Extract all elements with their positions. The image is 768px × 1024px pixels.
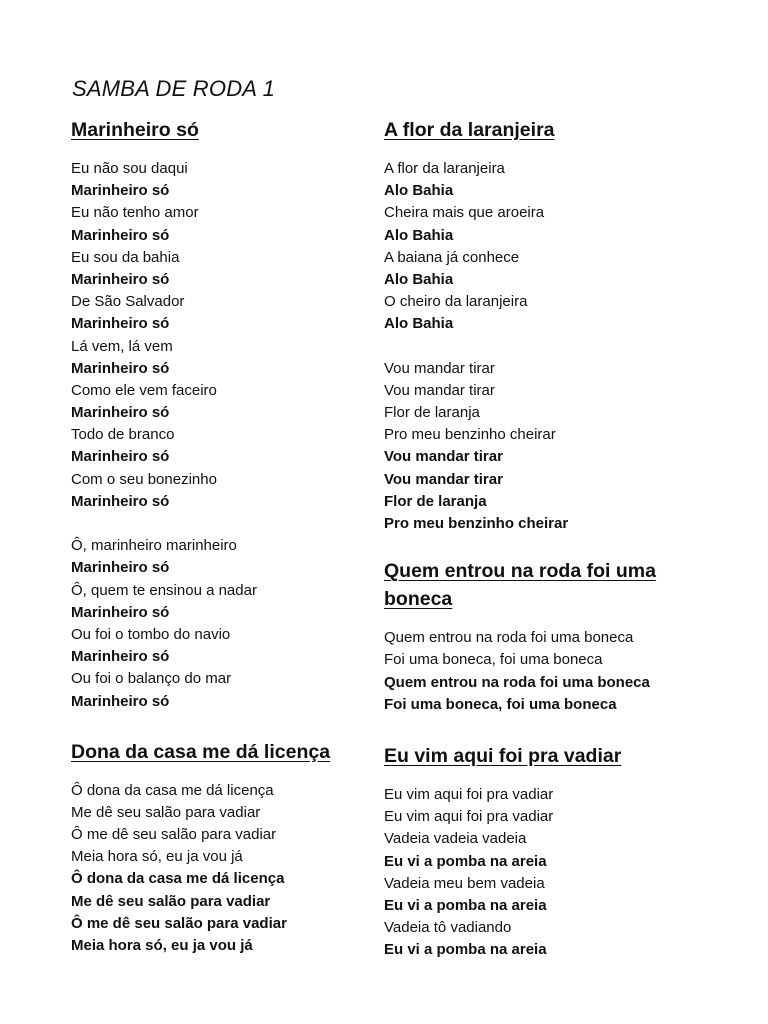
chorus-line: Flor de laranja <box>384 492 487 510</box>
chorus-line: Marinheiro só <box>71 603 170 621</box>
chorus-line: Marinheiro só <box>71 182 170 200</box>
chorus-line: Me dê seu salão para vadiar <box>71 892 271 910</box>
song-title: Eu vim aqui foi pra vadiar <box>384 744 622 767</box>
chorus-line: Alo Bahia <box>384 270 454 288</box>
lyric-line: Me dê seu salão para vadiar <box>71 803 261 821</box>
song-eu-vim-aqui-foi-pra-vadiar <box>384 742 714 962</box>
chorus-line: Marinheiro só <box>71 448 170 466</box>
lyric-line: Vou mandar tirar <box>384 381 495 399</box>
chorus-line: Ô me dê seu salão para vadiar <box>71 914 287 932</box>
lyrics-list <box>384 627 714 716</box>
lyric-line: Eu sou da bahia <box>71 248 180 266</box>
lyric-line: Lá vem, lá vem <box>71 337 173 355</box>
lyric-line: A baiana já conhece <box>384 248 520 266</box>
stanza-break <box>71 513 401 535</box>
song-quem-entrou-na-roda-foi-uma-boneca <box>384 557 714 716</box>
chorus-line: Foi uma boneca, foi uma boneca <box>384 695 617 713</box>
chorus-line: Ô dona da casa me dá licença <box>71 870 285 888</box>
lyric-line: Com o seu bonezinho <box>71 470 217 488</box>
lyric-line: Ô dona da casa me dá licença <box>71 781 274 799</box>
chorus-line: Marinheiro só <box>71 315 170 333</box>
lyric-line: Eu não tenho amor <box>71 204 199 222</box>
chorus-line: Marinheiro só <box>71 226 170 244</box>
lyric-line: Vadeia meu bem vadeia <box>384 874 545 892</box>
chorus-line: Marinheiro só <box>71 270 170 288</box>
lyric-line: Vadeia vadeia vadeia <box>384 830 527 848</box>
lyric-line: Foi uma boneca, foi uma boneca <box>384 651 603 669</box>
lyric-line: Vadeia tô vadiando <box>384 919 512 937</box>
lyrics-list <box>71 780 401 958</box>
chorus-line: Marinheiro só <box>71 404 170 422</box>
lyrics-list <box>384 784 714 962</box>
lyric-line: Cheira mais que aroeira <box>384 204 545 222</box>
lyric-line: Ô me dê seu salão para vadiar <box>71 826 277 844</box>
chorus-line: Eu vi a pomba na areia <box>384 896 547 914</box>
chorus-line: Alo Bahia <box>384 182 454 200</box>
chorus-line: Quem entrou na roda foi uma boneca <box>384 673 650 691</box>
chorus-line: Alo Bahia <box>384 315 454 333</box>
chorus-line: Eu vi a pomba na areia <box>384 941 547 959</box>
lyric-line: Como ele vem faceiro <box>71 381 217 399</box>
chorus-line: Marinheiro só <box>71 648 170 666</box>
chorus-line: Alo Bahia <box>384 226 454 244</box>
chorus-line: Marinheiro só <box>71 559 170 577</box>
chorus-line: Marinheiro só <box>71 492 170 510</box>
song-dona-da-casa-me-da-licenca <box>71 738 401 958</box>
lyric-line: Pro meu benzinho cheirar <box>384 426 556 444</box>
song-title: Marinheiro só <box>71 119 199 141</box>
lyric-line: Vou mandar tirar <box>384 359 495 377</box>
chorus-line: Marinheiro só <box>71 692 170 710</box>
lyric-line: De São Salvador <box>71 293 185 311</box>
lyric-line: Ô, quem te ensinou a nadar <box>71 581 257 599</box>
page-title: SAMBA DE RODA 1 <box>72 76 276 101</box>
chorus-line: Meia hora só, eu ja vou já <box>71 937 253 954</box>
lyric-line: Ou foi o balanço do mar <box>71 670 232 688</box>
chorus-line: Pro meu benzinho cheirar <box>384 515 569 532</box>
song-title: A flor da laranjeira <box>384 119 555 141</box>
lyrics-list <box>384 158 714 535</box>
song-title: Quem entrou na roda foi uma boneca <box>384 560 656 611</box>
lyric-line: Ou foi o tombo do navio <box>71 625 231 643</box>
lyric-line: Eu vim aqui foi pra vadiar <box>384 808 554 826</box>
chorus-line: Eu vi a pomba na areia <box>384 852 547 870</box>
lyrics-list <box>71 158 401 713</box>
chorus-line: Vou mandar tirar <box>384 448 503 466</box>
song-marinheiro-so <box>71 116 401 713</box>
chorus-line: Marinheiro só <box>71 359 170 377</box>
lyric-line: Todo de branco <box>71 426 175 444</box>
lyric-line: Eu vim aqui foi pra vadiar <box>384 785 554 803</box>
lyric-line: Quem entrou na roda foi uma boneca <box>384 629 634 647</box>
lyric-line: Meia hora só, eu ja vou já <box>71 848 243 866</box>
right-column <box>384 116 714 961</box>
lyric-line: Ô, marinheiro marinheiro <box>71 537 237 555</box>
lyric-line: A flor da laranjeira <box>384 160 505 177</box>
left-column <box>71 116 401 957</box>
stanza-break <box>384 336 714 358</box>
lyric-line: Eu não sou daqui <box>71 160 188 177</box>
lyric-line: O cheiro da laranjeira <box>384 293 528 311</box>
song-title: Dona da casa me dá licença <box>71 740 331 763</box>
chorus-line: Vou mandar tirar <box>384 470 503 488</box>
song-a-flor-da-laranjeira <box>384 116 714 535</box>
lyric-line: Flor de laranja <box>384 404 480 422</box>
